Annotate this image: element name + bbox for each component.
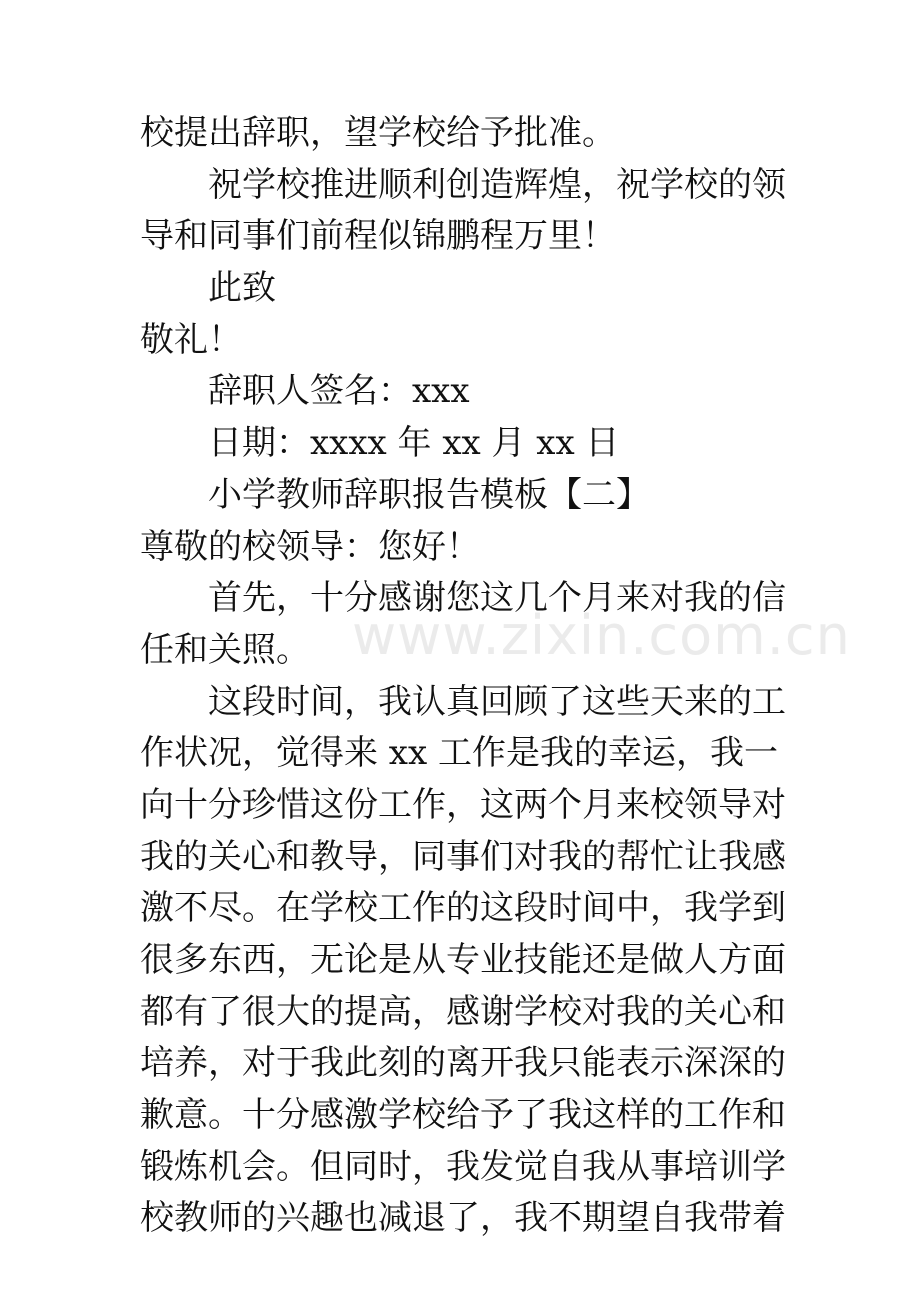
text-line: 校提出辞职，望学校给予批准。	[140, 113, 616, 153]
text-line: 歉意。十分感激学校给予了我这样的工作和	[140, 1095, 786, 1136]
greeting: 尊敬的校领导：您好！	[140, 526, 480, 567]
text-line: 锻炼机会。但同时，我发觉自我从事培训学	[140, 1146, 786, 1187]
section-title: 小学教师辞职报告模板【二】	[208, 474, 650, 515]
watermark: www.zixin.com.cn	[352, 604, 851, 667]
text-line: 作状况，觉得来 xx 工作是我的幸运，我一	[140, 733, 778, 774]
text-line: 激不尽。在学校工作的这段时间中，我学到	[140, 888, 786, 929]
text-line: 我的关心和教导，同事们对我的帮忙让我感	[140, 836, 786, 877]
text-line: 导和同事们前程似锦鹏程万里！	[140, 216, 616, 257]
text-line: 都有了很大的提高，感谢学校对我的关心和	[140, 991, 786, 1032]
text-line: 任和关照。	[140, 629, 310, 670]
date-line: 日期：xxxx 年 xx 月 xx 日	[208, 423, 620, 464]
closing-salutation: 此致	[208, 268, 276, 309]
signature-line: 辞职人签名：xxx	[208, 371, 470, 412]
text-line: 很多东西，无论是从专业技能还是做人方面	[140, 940, 786, 980]
text-line: 首先，十分感谢您这几个月来对我的信	[208, 578, 786, 619]
text-line: 校教师的兴趣也减退了，我不期望自我带着	[140, 1198, 786, 1239]
text-line: 祝学校推进顺利创造辉煌，祝学校的领	[208, 164, 786, 205]
document-body	[140, 108, 790, 1245]
closing-regards: 敬礼！	[140, 319, 242, 360]
text-line: 向十分珍惜这份工作，这两个月来校领导对	[140, 784, 786, 825]
text-line: 这段时间，我认真回顾了这些天来的工	[208, 681, 786, 722]
text-line: 培养，对于我此刻的离开我只能表示深深的	[140, 1043, 786, 1084]
